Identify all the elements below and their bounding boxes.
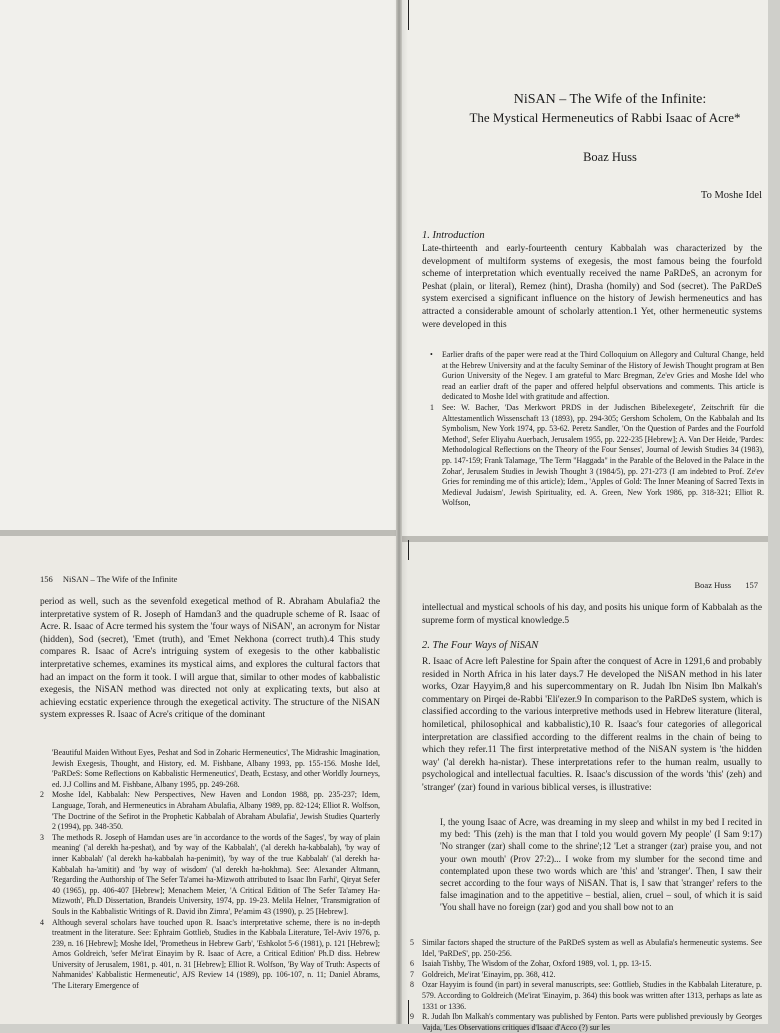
book-gutter [396,0,402,1024]
footnote-text: Isaiah Tishby, The Wisdom of the Zohar, Oxford 1989, vol. 1, pp. 13-15. [422,959,652,969]
footnote-text: Similar factors shaped the structure of the PaRDeS system as well as Abulafia's hermeneutic systems. See Idel, 'PaRDeS', pp. 250-256. [422,938,762,958]
scan-mark [408,0,409,30]
body-paragraph: R. Isaac of Acre left Palestine for Spain after the conquest of Acre in 1291,6 and probably resided in North Africa in his later days.7 He developed the NiSAN method in his later works, Ozar Hayyim,8 and his supercommentary on R. Judah Ibn Nisim Ibn Malkah's commentary on Pirqei de-Rabbi 'Eli'ezer.9 In comparison to the PaRDeS system, which is classified according to the various interpretive methods used in Hebrew literature (literal, homiletical, philosophical and kabbalistic),10 R. Isaac's four categories of allegorical interpretation are classified according to the different realms in the chain of being to which they refer.11 The first interpretative method of the NiSAN system is 'the hidden way' ('al derekh ha-nistar). These interpretations refer to the human realm, usually to psychological and intellectual faculties. R. Isaac's discussion of the words 'this' (zeh) and 'stranger' (zar) found in various biblical verses, is illustrative: [422,657,762,793]
footnote [430,350,764,403]
page-number: 157 [745,580,758,590]
footnote-mark: 1 [430,402,434,412]
footnote-mark: 6 [410,959,414,969]
footnotes-page-157 [410,938,762,1033]
running-header-right [695,580,758,590]
block-quote: I, the young Isaac of Acre, was dreaming in my sleep and whilst in my bed I recited in my bed: 'This (zeh) is the man that I told you would govern My people' (I Sam 9:17) 'No stranger (zar) shall come to the shrine';12 'Let a stranger (zar) praise you, and not your own mouth' (Prov 27:2)... I woke from my slumber for the second time and contemplated upon these two words which are 'this' and 'stranger'. Then, I saw their secret according to the four ways of NiSAN. That is, I saw that 'stranger' refers to the false imagination and to the appetitive – bestial, alien, cruel – soul, of which it is said 'You shall have no foreign (zar) god and you shall bow not to an [440,817,762,913]
footnote-text: Ozar Hayyim is found (in part) in several manuscripts, see: Gottlieb, Studies in the Kabbalah Literature, p. 579. According to Goldreich (Me'irat 'Einayim, p. 364) this book was written after 1313, perhaps as late as 1331 or 1336. [422,980,762,1011]
footnote-mark: 2 [40,790,44,800]
introduction-paragraph: Late-thirteenth and early-fourteenth century Kabbalah was characterized by the development of multiform systems of exegesis, the most famous being the fourfold scheme of interpretation which eventually received the name PaRDeS, an acronym for Peshat (plain, or literal), Remez (hint), Drasha (homily) and Sod (secret). The PaRDeS system exercised a significant influence on the history of Jewish hermeneutics and has attracted a considerable amount of scholarly attention.1 Yet, other hermeneutic systems were developed in this [422,244,762,330]
article-title: NiSAN – The Wife of the Infinite: [513,92,707,107]
running-head: NiSAN – The Wife of the Infinite [62,574,178,584]
page-156 [0,536,398,1024]
footnote-text: The methods R. Joseph of Hamdan uses are 'in accordance to the words of the Sages', 'by way of plain meaning' ('al derekh ha-peshat), and 'by way of the Kabbalah', ('al derekh ha-kabbalah), 'by way of inner Kabbalah' ('al derekh ha-kabbalah ha-penimit), 'by way of the true Kabbalah' ('al derekh ha-Kabbalah ha-'amitit) and 'by way of wisdom' ('al derekh ha-hokhma). See: Alexander Altmann, 'Regarding the Authorship of The Sefer Ta'amei ha-Mizwoth attributed to Isaac Ibn Farhi', Qiryat Sefer 40 (1965), pp. 406-407 [Hebrew]; Menachem Meier, 'A Critical Edition of The Sefer Ta'amey Ha-Mizwoth', Ph.D Dissertation, Brandeis University, 1974, pp. 19-23. Melila Helner, 'Transmigration of Souls in the Kabbalistic Writings of R. David ibn Zimra', Pe'amim 43 (1990), p. 25 [Hebrew]. [52,832,380,916]
running-head: Boaz Huss [694,580,732,590]
footnote [40,790,380,832]
footnote-mark: 4 [40,917,44,927]
title-page [400,0,768,540]
blank-page [0,0,398,530]
footnote-mark: 3 [40,832,44,842]
footnote-text: Although several scholars have touched upon R. Isaac's interpretative scheme, there is no in-depth treatment in the literature. See: Ephraim Gottlieb, Studies in the Kabbala Literature, Tel-Aviv 1976, p. 239, n. 16 [Hebrew]; Moshe Idel, 'Prometheus in Hebrew Garb', 'Eshkolot 5-6 (1981), p. 121 [Hebrew]; Amos Goldreich, 'sefer Me'irat Einayim by R. Isaac of Acre, a Critical Edition' Ph.D diss. Hebrew University of Jerusalem, 1981, p. 401, n. 31 [Hebrew]; Elliot R. Wolfson, 'By Way of Truth: Aspects of Nahmanides' Kabbalistic Hermeneutic', AJS Review 14 (1989), pp. 106-107, n. 11; Daniel Abrams, 'The Literary Emergence of [52,917,380,991]
footnote [40,918,380,992]
page-number: 156 [40,574,53,584]
section-heading-introduction: 1. Introduction [422,230,485,241]
footnote [410,959,762,970]
footnote-mark [40,748,52,790]
scan-mark [408,540,409,560]
footnote-mark: 5 [410,938,414,947]
footnotes-page-156 [40,748,380,992]
footnote-mark: 8 [410,980,414,990]
scan-mark [408,1000,409,1024]
footnote [410,938,762,959]
author-name: Boaz Huss [583,150,637,164]
footnote-text: Goldreich, Me'irat 'Einayim, pp. 368, 412. [422,969,556,979]
footnote-mark: 9 [410,1012,414,1022]
footnote-text: Moshe Idel, Kabbalah: New Perspectives, New Haven and London 1988, pp. 235-237; Idem, Language, Torah, and Hermeneutics in Abraham Abulafia, Albany 1989, pp. 82-124; Elliot R. Wolfson, 'The Doctrine of the Sefirot in the Prophetic Kabbalah of Abraham Abulafia', Jewish Studies Quarterly 2 (1994), pp. 348-350. [52,790,380,832]
article-subtitle: The Mystical Hermeneutics of Rabbi Isaac of Acre* [469,110,741,125]
footnote [40,748,380,790]
footnote-text: See: W. Bacher, 'Das Merkwort PRDS in der Judischen Bibelexegete', Zeitschrift für die Alttestamentlich Wissenschaft 13 (1893), pp. 294-305; Gershom Scholem, On the Kabbalah and Its Symbolism, New York 1974, pp. 53-62. Peretz Sandler, 'On the Question of Pardes and the Fourfold Method', Sefer Eliyahu Auerbach, Jerusalem 1955, pp. 222-235 [Hebrew]; A. Van Der Heide, 'Pardes: Methodological Reflections on the Theory of the Four Senses', Journal of Jewish Studies 34 (1983), pp. 147-159; Frank Talamage, 'The Term "Haggada" in the Parable of the Beloved in the Palace in the Zohar', Jerusalem Studies in Jewish Thought 3 (1984/5), pp. 271-273 (I am indebted to Prof. Ze'ev Gries for reminding me of this article); Idem., 'Apples of Gold: The Inner Meaning of Sacred Texts in Medieval Judaism', Jewish Spirituality, ed. A. Green, New York 1986, pp. 318-321; Elliot R. Wolfson, [442,402,764,508]
footnote-mark: • [430,350,433,359]
section-heading-four-ways: 2. The Four Ways of NiSAN [422,640,539,651]
footnote-text: R. Judah Ibn Malkah's commentary was published by Fenton. Parts were published previously by Georges Vajda, 'Les Observations critiques d'Isaac d'Acco (?) sur les [422,1012,762,1032]
body-paragraph: period as well, such as the sevenfold exegetical method of R. Abraham Abulafia2 the interpretative system of R. Joseph of Hamdan3 and the quadruple scheme of R. Isaac of Acre. R. Isaac of Acre termed his system the 'four ways of NiSAN', an acronym for Nistar (hidden), Sod (secret), 'Emet (truth), and 'Emet Nekhona (correct truth).4 This study compares R. Isaac of Acre's intriguing system of exegesis to the other kabbalistic interpretative schemes, examines its mystical aims, and explores the cultural factors that had an impact on the form it took. I will argue that, similar to other modes of kabbalistic exegesis, the NiSAN method was directed not only at explicating texts, but also at achieving ecstatic experience through the exegetical activity. The structure of the NiSAN system expresses R. Isaac of Acre's critique of the dominant [40,597,380,721]
footnote [430,403,764,509]
dedication: To Moshe Idel [700,190,762,201]
page-divider [0,530,398,536]
footnotes-title-page [430,350,764,509]
footnote [410,1012,762,1033]
running-header-left [40,574,177,584]
page-divider [400,536,768,542]
continuation-paragraph: intellectual and mystical schools of his day, and posits his unique form of Kabbalah as the supreme form of mystical knowledge.5 [422,603,762,626]
page-157 [400,542,768,1032]
footnote [410,970,762,981]
footnote-text: 'Beautiful Maiden Without Eyes, Peshat and Sod in Zoharic Hermeneutics', The Midrashic Imagination, Jewish Exegesis, Thought, and History, ed. M. Fishbane, Albany 1993, pp. 155-156. Moshe Idel, 'PaRDeS: Some Reflections on Kabbalistic Hermeneutics', Death, Ecstasy, and other Worldly Journeys, ed. J.J Collins and M. Fishbane, Albany 1995, pp. 249-268. [52,748,380,789]
footnote-text: Earlier drafts of the paper were read at the Third Colloquium on Allegory and Cultural Change, held at the Hebrew University and at the faculty Seminar of the History of Jewish Thought program at Ben Gurion University of the Negev. I am grateful to Marc Bregman, Ze'ev Gries and Moshe Idel who read an earlier draft of the paper and offered helpful observations and comments. This article is dedicated to Moshe Idel with gratitude and affection. [442,350,764,402]
footnote [410,980,762,1012]
footnote-mark: 7 [410,969,414,979]
footnote [40,833,380,918]
